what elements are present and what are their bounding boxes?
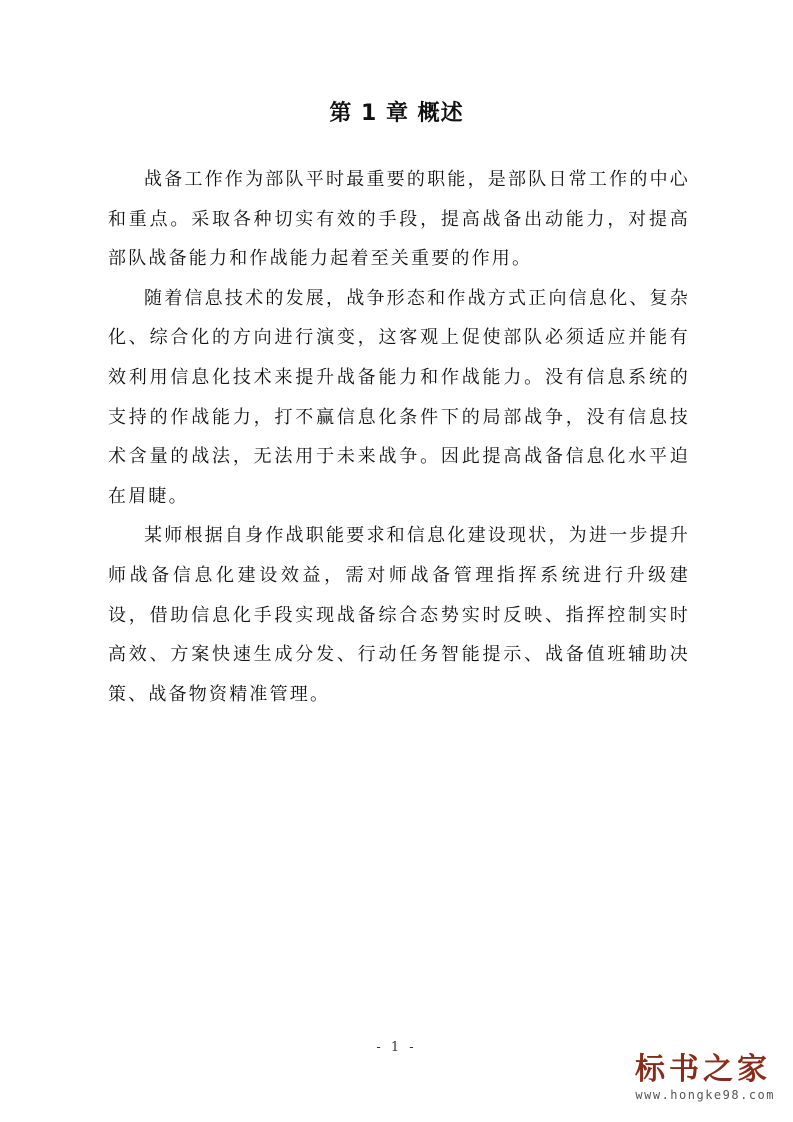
paragraph-3: 某师根据自身作战职能要求和信息化建设现状，为进一步提升师战备信息化建设效益，需对师战备管理指挥系统进行升级建设，借助信息化手段实现战备综合态势实时反映、指挥控制实时高效、方案快速生成分发、行动任务智能提示、战备值班辅助决策、战备物资精准管理。 xyxy=(108,525,690,705)
body-text xyxy=(108,160,690,714)
paragraph-2: 随着信息技术的发展，战争形态和作战方式正向信息化、复杂化、综合化的方向进行演变，这客观上促使部队必须适应并能有效利用信息化技术来提升战备能力和作战能力。没有信息系统的支持的作战能力，打不赢信息化条件下的局部战争，没有信息技术含量的战法，无法用于未来战争。因此提高战备信息化水平迫在眉睫。 xyxy=(108,287,690,507)
watermark-brand: 标书之家 xyxy=(635,1052,771,1087)
paragraph-1: 战备工作作为部队平时最重要的职能，是部队日常工作的中心和重点。采取各种切实有效的手段，提高战备出动能力，对提高部队战备能力和作战能力起着至关重要的作用。 xyxy=(108,169,690,270)
watermark-url: www.hongke98.com xyxy=(635,1088,775,1102)
watermark xyxy=(605,1044,775,1114)
chapter-title: 第 1 章 概述 xyxy=(329,101,464,126)
page-number: - 1 - xyxy=(376,1040,417,1055)
